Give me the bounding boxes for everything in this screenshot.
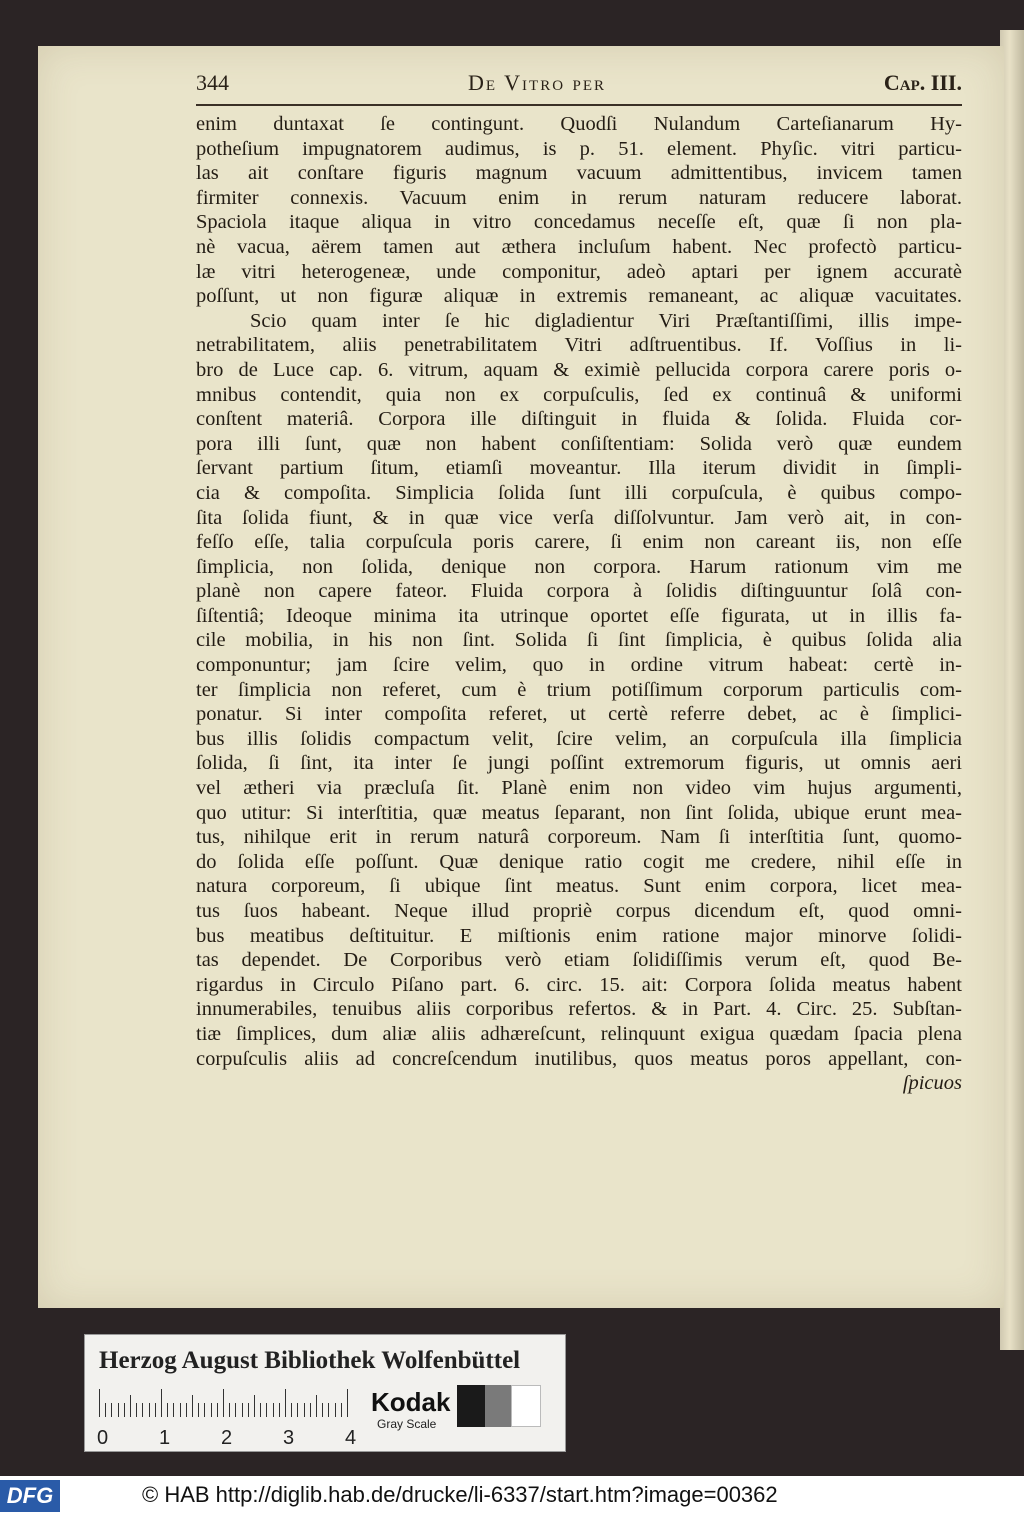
running-title: De Vitro per xyxy=(468,70,607,95)
color-target-card xyxy=(84,1334,566,1452)
scale-ruler xyxy=(99,1389,349,1423)
ruler-tick xyxy=(155,1403,156,1417)
ruler-tick xyxy=(273,1403,274,1417)
ruler-tick xyxy=(192,1395,193,1417)
kodak-logo: Kodak xyxy=(371,1387,451,1417)
ruler-tick xyxy=(291,1403,292,1417)
ruler-tick xyxy=(211,1403,212,1417)
gray-scale-label: Gray Scale xyxy=(377,1417,437,1431)
gray-swatch-white xyxy=(511,1385,541,1427)
text-line: netrabilitatem, aliis penetrabilitatem Vitri adſtruentibus. If. Voſſius in li- xyxy=(196,334,962,357)
ruler-tick xyxy=(118,1403,119,1417)
ruler-tick xyxy=(279,1403,280,1417)
text-line: ſpicuos xyxy=(902,1072,962,1095)
text-line: nè vacua, aërem tamen aut æthera incluſum habent. Nec profectò particu- xyxy=(196,235,962,258)
text-line: do ſolida eſſe poſſunt. Quæ denique ratio cogit me credere, nihil eſſe in xyxy=(196,850,962,873)
ruler-tick xyxy=(217,1403,218,1417)
scale-number: 1 xyxy=(159,1427,171,1449)
text-line: rigardus in Circulo Piſano part. 6. circ. 15. ait: Corpora ſolida meatus habent xyxy=(196,973,962,996)
text-line: feſſo eſſe, talia corpuſcula poris carere, ſi enim non careant iis, non eſſe xyxy=(196,531,962,554)
ruler-tick xyxy=(235,1403,236,1417)
ruler-tick xyxy=(167,1403,168,1417)
ruler-tick xyxy=(198,1403,199,1417)
text-line: enim duntaxat ſe contingunt. Quodſi Nulandum Carteſianarum Hy- xyxy=(196,113,962,135)
text-line: tiæ ſimplices, dum aliæ aliis adhæreſcunt, relinquunt exigua quædam ſpacia plena xyxy=(196,1022,962,1045)
page-number: 344 xyxy=(196,70,229,95)
gray-swatch-black xyxy=(457,1385,485,1427)
ruler-tick xyxy=(111,1403,112,1417)
text-line: planè non capere fateor. Fluida corpora à ſolidis diſtinguuntur ſolâ con- xyxy=(196,580,962,603)
ruler-tick xyxy=(173,1403,174,1417)
text-line: ſimplicia, non ſolida, denique non corpora. Harum rationum vim me xyxy=(196,555,962,578)
ruler-tick xyxy=(310,1403,311,1417)
header-rule xyxy=(196,104,962,106)
text-line: conſtent materiâ. Corpora ille diſtinguit in fluida & ſolida. Fluida cor- xyxy=(196,408,962,431)
text-line: ponatur. Si inter compoſita referet, ut certè referre debet, ac è ſimplici- xyxy=(196,703,962,726)
ruler-tick xyxy=(285,1389,286,1417)
text-line: tus, nihilque erit in rerum naturâ corporeum. Nam ſi interſtitia ſunt, quomo- xyxy=(196,826,962,849)
text-line: ſita ſolida fiunt, & in quæ vice verſa diſſolvuntur. Jam verò ait, in con- xyxy=(196,506,962,529)
ruler-tick xyxy=(223,1389,224,1417)
scale-number: 4 xyxy=(345,1427,357,1449)
body-text xyxy=(196,112,962,1096)
text-line: bus illis ſolidis compactum velit, ſcire velim, an corpuſcula illa ſimplicia xyxy=(196,727,962,750)
text-line: pora illi ſunt, quæ non habent conſiſtentiam: Solida verò quæ eundem xyxy=(196,432,962,455)
text-line: tas dependet. De Corporibus verò etiam ſolidiſſimis verum eſt, quod Be- xyxy=(196,949,962,972)
ruler-tick xyxy=(186,1403,187,1417)
scale-number: 2 xyxy=(221,1427,233,1449)
ruler-tick xyxy=(248,1403,249,1417)
ruler-tick xyxy=(242,1403,243,1417)
text-line: cile mobilia, in his non ſint. Solida ſi ſint ſimplicia, è quibus ſolida alia xyxy=(196,629,962,652)
ruler-tick xyxy=(335,1403,336,1417)
text-line: tus ſuos habeant. Neque illud propriè corpus dicendum eſt, quod omni- xyxy=(196,900,962,922)
text-line: firmiter connexis. Vacuum enim in rerum naturam reducere laborat. xyxy=(196,186,962,209)
institution-label: Herzog August Bibliothek Wolfenbüttel xyxy=(99,1347,521,1374)
text-line: natura corporeum, ſi ubique ſint meatus. Sunt enim corpora, licet mea- xyxy=(196,875,962,898)
text-line: bro de Luce cap. 6. vitrum, aquam & eximiè pellucida corpora carere poris o- xyxy=(196,358,962,381)
ruler-tick xyxy=(266,1403,267,1417)
ruler-tick xyxy=(316,1395,317,1417)
text-line: mnibus contendit, quia non ex corpuſculis, ſed ex continuâ & uniformi xyxy=(196,383,962,406)
footer-bar xyxy=(0,1476,1024,1516)
text-line: ſervant partium ſitum, etiamſi moveantur. Illa iterum dividit in ſimpli- xyxy=(196,457,962,480)
ruler-tick xyxy=(260,1403,261,1417)
ruler-tick xyxy=(328,1403,329,1417)
running-head xyxy=(196,70,962,98)
ruler-tick xyxy=(254,1395,255,1417)
ruler-tick xyxy=(297,1403,298,1417)
ruler-tick xyxy=(136,1403,137,1417)
text-line: potheſium impugnatorem audimus, is p. 51. element. Phyſic. vitri particu- xyxy=(196,137,962,160)
ruler-tick xyxy=(105,1403,106,1417)
ruler-tick xyxy=(322,1403,323,1417)
text-line: ſolida, ſi ſint, ita inter ſe jungi poſſint extremorum figuris, ut omnis aeri xyxy=(196,752,962,775)
ruler-tick xyxy=(180,1403,181,1417)
text-line: las ait conſtare figuris magnum vacuum admittentibus, invicem tamen xyxy=(196,162,962,185)
text-line: ſiſtentiâ; Ideoque minima ita utrinque oportet eſſe figurata, ut in illis fa- xyxy=(196,604,962,627)
text-line: innumerabiles, tenuibus aliis corporibus refertos. & in Part. 4. Circ. 25. Subſtan- xyxy=(196,998,962,1021)
gray-swatch-mid xyxy=(485,1385,511,1427)
text-line: quo utitur: Si interſtitia, quæ meatus ſeparant, non ſint ſolida, ubique erunt mea- xyxy=(196,801,962,824)
text-line: corpuſculis aliis ad concreſcendum inutilibus, quos meatus poros appellant, con- xyxy=(196,1047,962,1070)
text-line: Scio quam inter ſe hic digladientur Viri Præſtantiſſimi, illis impe- xyxy=(250,309,962,332)
text-line: cia & compoſita. Simplicia ſolida ſunt illi corpuſcula, è quibus compo- xyxy=(196,481,962,504)
ruler-tick xyxy=(304,1403,305,1417)
text-line: componuntur; jam ſcire velim, quo in ordine vitrum habeat: certè in- xyxy=(196,654,962,677)
ruler-tick xyxy=(124,1403,125,1417)
text-line: Spaciola itaque aliqua in vitro concedamus neceſſe eſt, quæ ſi non pla- xyxy=(196,211,962,234)
text-line: ter ſimplicia non referet, cum è trium potiſſimum corporum particulis com- xyxy=(196,678,962,701)
ruler-tick xyxy=(142,1403,143,1417)
ruler-tick xyxy=(149,1403,150,1417)
ruler-tick xyxy=(341,1403,342,1417)
text-line: læ vitri heterogeneæ, unde componitur, adeò aptari per ignem accuratè xyxy=(196,260,962,283)
scale-number: 0 xyxy=(97,1427,109,1449)
ruler-tick xyxy=(99,1389,100,1417)
text-line: poſſunt, ut non figuræ aliquæ in extremis remaneant, ac aliquæ vacuitates. xyxy=(196,285,962,308)
text-line: bus meatibus deſtituitur. E miſtionis enim ratione major minorve ſolidi- xyxy=(196,924,962,947)
ruler-tick xyxy=(204,1403,205,1417)
ruler-tick xyxy=(161,1389,162,1417)
copyright-link[interactable]: © HAB http://diglib.hab.de/drucke/li-6337/start.htm?image=00362 xyxy=(142,1482,778,1507)
ruler-tick xyxy=(130,1395,131,1417)
ruler-tick xyxy=(229,1403,230,1417)
scale-number: 3 xyxy=(283,1427,295,1449)
ruler-tick xyxy=(347,1389,348,1417)
dfg-logo: DFG xyxy=(0,1480,60,1512)
chapter-label: Cap. III. xyxy=(883,70,962,95)
text-line: vel ætheri via præcluſa ſit. Planè enim non video vim hujus argumenti, xyxy=(196,777,962,800)
scale-numbers xyxy=(97,1427,367,1449)
